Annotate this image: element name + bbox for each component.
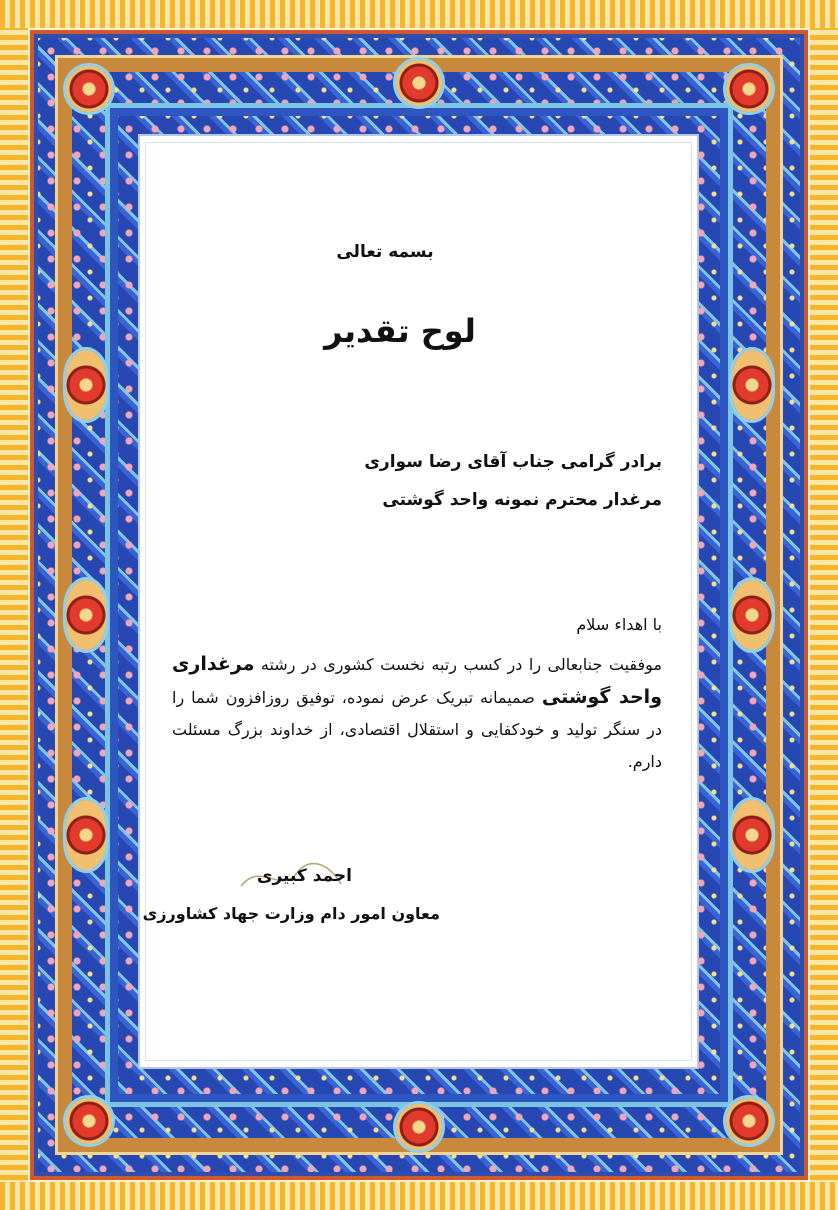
side-medallion-icon — [66, 350, 106, 420]
top-medallion-icon — [396, 60, 442, 106]
side-medallion-icon — [732, 350, 772, 420]
signer-title: معاون امور دام وزارت جهاد کشاورزی — [142, 904, 440, 923]
recipient-role: مرغدار محترم نمونه واحد گوشتی — [382, 490, 662, 510]
greeting: با اهداء سلام — [576, 615, 662, 634]
corner-medallion-icon — [726, 1098, 772, 1144]
certificate-body — [172, 648, 662, 778]
invocation: بسمه تعالی — [336, 242, 434, 262]
bottom-medallion-icon — [396, 1104, 442, 1150]
side-medallion-icon — [66, 800, 106, 870]
corner-medallion-icon — [66, 1098, 112, 1144]
recipient-line: برادر گرامی جناب آقای رضا سواری — [364, 452, 662, 472]
body-text: موفقیت جنابعالی را در کسب رتبه نخست کشوری در رشته — [260, 655, 662, 674]
side-medallion-icon — [66, 580, 106, 650]
corner-medallion-icon — [726, 66, 772, 112]
side-medallion-icon — [732, 580, 772, 650]
side-medallion-icon — [732, 800, 772, 870]
body-text: صمیمانه تبریک عرض نموده، توفیق روزافزون شما را در سنگر تولید و خودکفایی و استقلال اقتصادی، از خداوند بزرگ مسئلت دارم. — [172, 688, 662, 771]
signer-name: احمد کبیری — [256, 866, 352, 886]
corner-medallion-icon — [66, 66, 112, 112]
body-emphasis: مرغداری واحد گوشتی — [172, 653, 662, 708]
paper-border — [142, 142, 692, 1061]
certificate-title: لوح تقدیر — [324, 312, 476, 350]
